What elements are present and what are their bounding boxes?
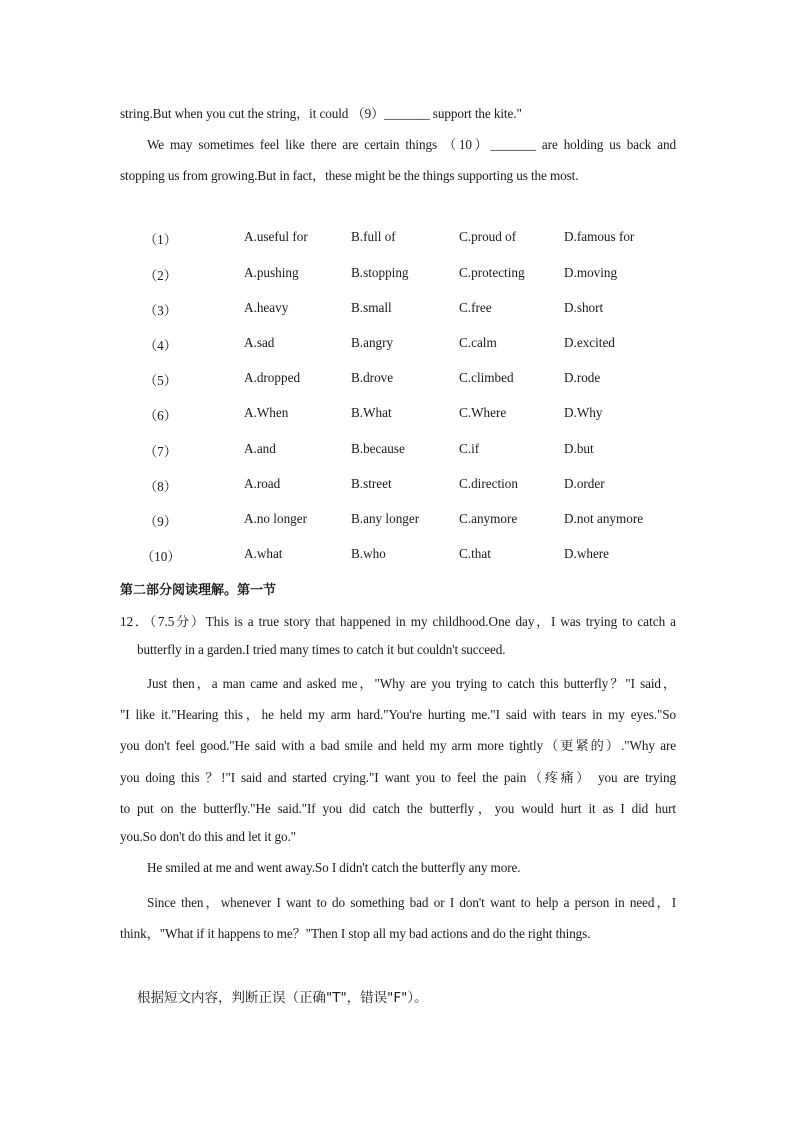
- story-line: you don't feel good."He said with a bad smile and held my arm more tightly（更紧的）."Why are: [120, 738, 676, 753]
- option-c[interactable]: C.climbed: [459, 370, 514, 385]
- option-row: [0, 229, 794, 249]
- story-line: butterfly in a garden.I tried many times to catch it but couldn't succeed.: [137, 642, 506, 657]
- option-c[interactable]: C.free: [459, 300, 492, 315]
- option-row: [0, 476, 794, 496]
- option-d[interactable]: D.not anymore: [564, 511, 644, 526]
- option-b[interactable]: B.any longer: [351, 511, 420, 526]
- blank-number: （9）: [144, 514, 177, 529]
- option-a[interactable]: A.dropped: [244, 370, 301, 385]
- option-b[interactable]: B.angry: [351, 335, 394, 350]
- option-d[interactable]: D.moving: [564, 265, 618, 280]
- story-line: Just then，a man came and asked me，"Why are you trying to catch this butterfly？"I said，: [147, 676, 676, 691]
- option-b[interactable]: B.full of: [351, 229, 396, 244]
- option-a[interactable]: A.sad: [244, 335, 275, 350]
- option-c[interactable]: C.protecting: [459, 265, 525, 280]
- story-line: think，"What if it happens to me？"Then I stop all my bad actions and do the right things.: [120, 926, 591, 941]
- blank-number: （4）: [144, 338, 177, 353]
- option-a[interactable]: A.heavy: [244, 300, 289, 315]
- option-row: [0, 300, 794, 320]
- option-a[interactable]: A.road: [244, 476, 281, 491]
- option-d[interactable]: D.Why: [564, 405, 603, 420]
- option-a[interactable]: A.When: [244, 405, 289, 420]
- blank-number: （3）: [144, 303, 177, 318]
- story-line: to put on the butterfly."He said."If you did catch the butterfly，you would hurt it as I did hurt: [120, 801, 676, 816]
- option-row: [0, 335, 794, 355]
- option-row: [0, 441, 794, 461]
- option-d[interactable]: D.rode: [564, 370, 601, 385]
- question-header: 12．（7.5分）This is a true story that happened in my childhood.One day，I was trying to catch a: [120, 614, 676, 629]
- option-d[interactable]: D.short: [564, 300, 604, 315]
- option-b[interactable]: B.who: [351, 546, 386, 561]
- option-b[interactable]: B.What: [351, 405, 392, 420]
- blank-number: （7）: [144, 444, 177, 459]
- blank-number: （2）: [144, 268, 177, 283]
- story-line: "I like it."Hearing this，he held my arm hard."You're hurting me."I said with tears in my eyes."So: [120, 707, 676, 722]
- option-d[interactable]: D.excited: [564, 335, 615, 350]
- option-c[interactable]: C.that: [459, 546, 491, 561]
- section-title: 第二部分阅读理解。第一节: [120, 583, 277, 598]
- option-a[interactable]: A.useful for: [244, 229, 308, 244]
- option-a[interactable]: A.no longer: [244, 511, 307, 526]
- story-line: He smiled at me and went away.So I didn't catch the butterfly any more.: [147, 860, 521, 875]
- option-a[interactable]: A.and: [244, 441, 276, 456]
- option-b[interactable]: B.stopping: [351, 265, 409, 280]
- story-line: Since then，whenever I want to do something bad or I don't want to help a person in need，I: [147, 895, 676, 910]
- option-b[interactable]: B.small: [351, 300, 392, 315]
- blank-number: （8）: [144, 479, 177, 494]
- option-b[interactable]: B.drove: [351, 370, 394, 385]
- option-row: [0, 546, 794, 566]
- option-d[interactable]: D.famous for: [564, 229, 635, 244]
- story-line: you doing this ？!"I said and started crying."I want you to feel the pain（疼痛） you are trying: [120, 770, 676, 785]
- option-row: [0, 265, 794, 285]
- option-c[interactable]: C.anymore: [459, 511, 518, 526]
- option-d[interactable]: D.but: [564, 441, 594, 456]
- judgement-instruction: 根据短文内容，判断正误（正确"T"，错误"F"）。: [137, 990, 428, 1006]
- option-c[interactable]: C.direction: [459, 476, 518, 491]
- option-c[interactable]: C.proud of: [459, 229, 517, 244]
- blank-number: （5）: [144, 373, 177, 388]
- story-line: you.So don't do this and let it go.": [120, 829, 296, 844]
- option-row: [0, 370, 794, 390]
- passage-line: We may sometimes feel like there are certain things （10）_______ are holding us back and: [147, 137, 676, 152]
- option-d[interactable]: D.order: [564, 476, 605, 491]
- option-c[interactable]: C.Where: [459, 405, 507, 420]
- option-a[interactable]: A.pushing: [244, 265, 299, 280]
- option-row: [0, 511, 794, 531]
- blank-number: （10）: [141, 549, 181, 564]
- option-a[interactable]: A.what: [244, 546, 283, 561]
- option-b[interactable]: B.because: [351, 441, 405, 456]
- passage-line: stopping us from growing.But in fact，these might be the things supporting us the most.: [120, 168, 579, 183]
- option-c[interactable]: C.calm: [459, 335, 497, 350]
- passage-line: string.But when you cut the string，it could （9）_______ support the kite.": [120, 106, 522, 121]
- blank-number: （1）: [144, 232, 177, 247]
- option-c[interactable]: C.if: [459, 441, 480, 456]
- blank-number: （6）: [144, 408, 177, 423]
- option-row: [0, 405, 794, 425]
- option-b[interactable]: B.street: [351, 476, 392, 491]
- option-d[interactable]: D.where: [564, 546, 610, 561]
